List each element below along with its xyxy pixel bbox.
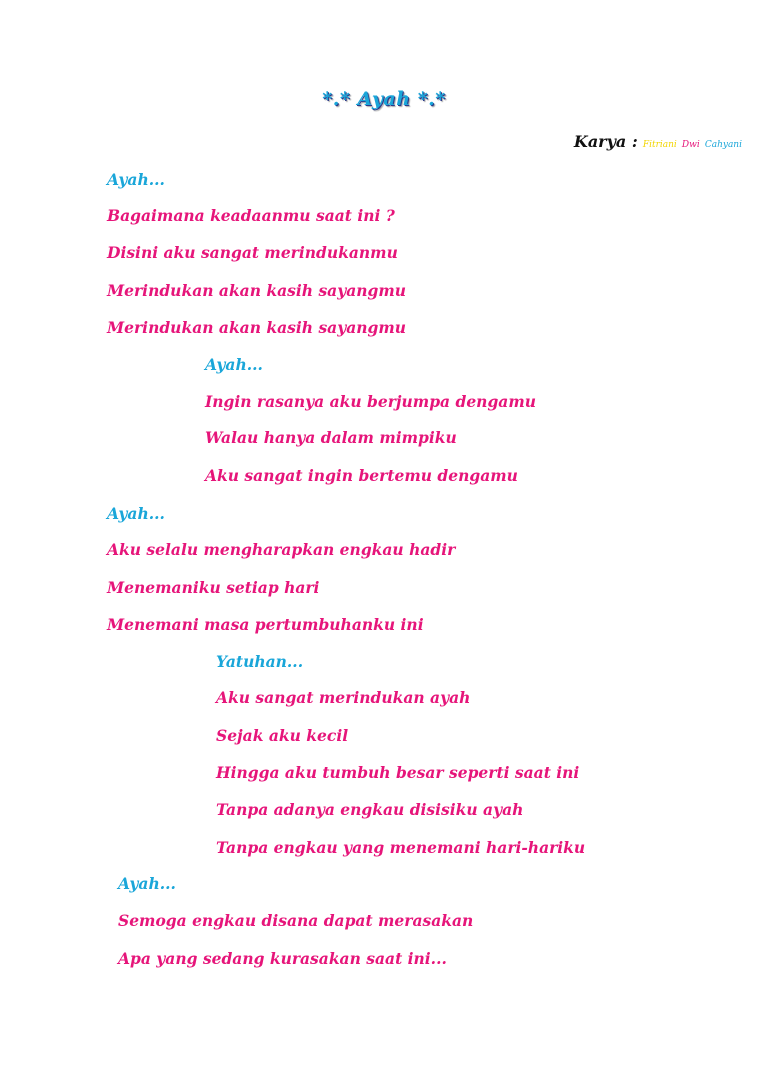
poem-line: Ayah... bbox=[107, 504, 165, 523]
author-name-part-2: Dwi bbox=[681, 140, 700, 150]
poem-line: Walau hanya dalam mimpiku bbox=[205, 428, 457, 447]
poem-line: Menemani masa pertumbuhanku ini bbox=[107, 615, 424, 634]
poem-line: Sejak aku kecil bbox=[216, 726, 349, 745]
poem-line: Aku sangat ingin bertemu dengamu bbox=[205, 466, 518, 485]
poem-line: Ingin rasanya aku berjumpa dengamu bbox=[205, 392, 536, 411]
poem-line: Tanpa engkau yang menemani hari-hariku bbox=[216, 838, 586, 857]
title-star-left: *.* bbox=[322, 88, 351, 110]
poem-line: Aku selalu mengharapkan engkau hadir bbox=[107, 540, 456, 559]
poem-line: Yatuhan... bbox=[216, 652, 304, 671]
poem-line: Aku sangat merindukan ayah bbox=[216, 688, 471, 707]
poem-line: Ayah... bbox=[118, 874, 176, 893]
poem-line: Ayah... bbox=[205, 355, 263, 374]
poem-line: Menemaniku setiap hari bbox=[107, 578, 320, 597]
poem-line: Bagaimana keadaanmu saat ini ? bbox=[107, 206, 395, 225]
poem-line: Semoga engkau disana dapat merasakan bbox=[118, 911, 474, 930]
author-name-part-1: Fitriani bbox=[642, 140, 677, 150]
poem-line: Merindukan akan kasih sayangmu bbox=[107, 318, 407, 337]
author-byline bbox=[574, 132, 742, 151]
poem-line: Tanpa adanya engkau disisiku ayah bbox=[216, 800, 524, 819]
poem-line: Apa yang sedang kurasakan saat ini... bbox=[118, 949, 447, 968]
author-label: Karya : bbox=[573, 132, 638, 151]
title-text: Ayah bbox=[357, 88, 411, 110]
poem-line: Hingga aku tumbuh besar seperti saat ini bbox=[216, 763, 580, 782]
poem-line: Ayah... bbox=[107, 170, 165, 189]
author-name-part-3: Cahyani bbox=[704, 140, 742, 150]
poem-line: Disini aku sangat merindukanmu bbox=[107, 243, 398, 262]
title-star-right: *.* bbox=[417, 88, 446, 110]
poem-title bbox=[0, 88, 768, 110]
poem-line: Merindukan akan kasih sayangmu bbox=[107, 281, 407, 300]
